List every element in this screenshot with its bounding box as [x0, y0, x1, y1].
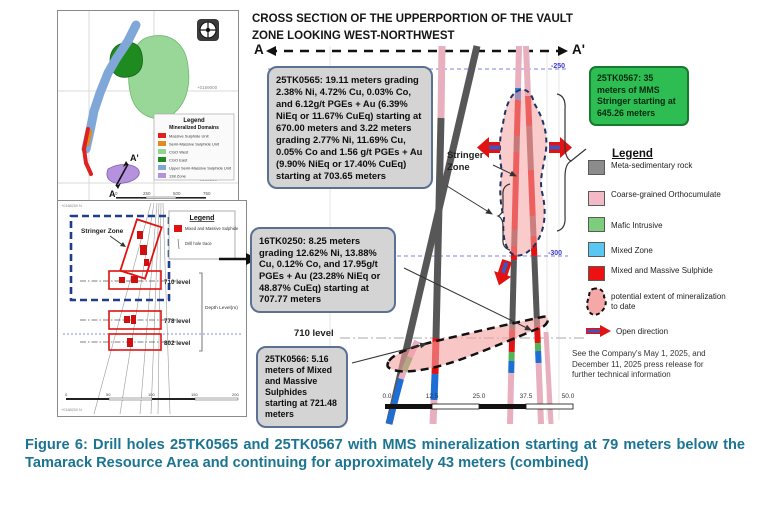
plan-mms-blob — [144, 259, 149, 266]
inset-legend-item-5: 138 Zone — [169, 173, 186, 179]
section-marker-a-prime: A' — [572, 42, 585, 57]
inset-marker-a-prime: A' — [130, 153, 139, 163]
plan-level-710-label: 710 level — [164, 279, 191, 286]
upper-smsu-body — [86, 25, 136, 149]
callout-25tk0566 — [256, 346, 348, 428]
legend-swatch-open-direction — [584, 324, 612, 338]
figure-title-line1: CROSS SECTION OF THE UPPERPORTION OF THE VAULT — [252, 13, 573, 25]
mineralization-extent-vertical — [500, 90, 547, 256]
plan-legend-title: Legend — [189, 215, 215, 222]
inset-tick-2: 500 — [173, 191, 181, 196]
plan-coord-bottom: +0168200 N — [61, 408, 82, 412]
legend-label-mafic: Mafic Intrusive — [611, 221, 663, 230]
inset-tick-1: 250 — [143, 191, 151, 196]
legend-swatch-metasedimentary — [588, 160, 605, 175]
legend-label-potential-extent: potential extent of mineralization to date — [611, 292, 726, 311]
inset-marker-a: A — [109, 189, 116, 199]
inset-scalebar — [115, 191, 211, 199]
plan-mms-blob — [140, 245, 147, 255]
callout-16tk0250-text: 16TK0250: 8.25 meters grading 12.62% Ni, 13.88% Cu, 0.12% Co, and 17.95g/t PGEs + Au (23.28% NiEq or 48.87% CuEq) starting at 707.77 meters — [259, 235, 381, 305]
section-scalebar — [385, 404, 573, 409]
plan-legend-item-0: Mixed and Massive Sulphide — [185, 226, 239, 231]
scale-tick-0: 0.0 — [382, 393, 392, 400]
level-710-label: 710 level — [294, 328, 334, 339]
plan-level-802-label: 802 level — [164, 340, 191, 347]
inset-legend-item-2: CGO West — [169, 149, 189, 155]
inset-legend-title: Legend — [183, 118, 205, 124]
plan-tick-1: 50 — [106, 392, 111, 397]
open-direction-arrow-right — [549, 137, 572, 158]
inset-legend-subtitle: Mineralized Domains — [169, 125, 219, 131]
figure-caption: Figure 6: Drill holes 25TK0565 and 25TK0567 with MMS mineralization starting at 79 meters below the Tamarack Resource Area and continuing for approximately 43 meters (combined) — [25, 437, 745, 472]
compass-icon — [197, 19, 219, 41]
inset-legend-item-4: Upper Semi-Massive Sulphide Unit — [169, 165, 232, 171]
callout-25tk0566-text: 25TK0566: 5.16 meters of Mixed and Massive Sulphides starting at 721.48 meters — [265, 354, 337, 420]
legend-swatch-mafic — [588, 217, 605, 232]
plan-level-778 — [80, 311, 191, 329]
legend-label-open-direction: Open direction — [616, 327, 669, 336]
callout-25tk0567-text: 25TK0567: 35 meters of MMS Stringer starting at 645.26 meters — [597, 73, 676, 118]
plan-level-802 — [80, 334, 191, 350]
plan-stringer-arrow — [110, 236, 126, 247]
legend-swatch-mms — [588, 266, 605, 281]
inset-tick-3: 750 — [203, 191, 211, 196]
callout-25tk0565 — [267, 66, 433, 189]
plan-level-778-label: 778 level — [164, 318, 191, 325]
plan-stringer-label: Stringer Zone — [81, 228, 124, 235]
inset-legend-item-1: Semi-Massive Sulphide Unit — [169, 141, 220, 147]
footnote: See the Company's May 1, 2025, and December 11, 2025 press release for further technical information — [572, 349, 706, 380]
section-line — [266, 46, 568, 56]
figure-title-line2: ZONE LOOKING WEST-NORTHWEST — [252, 29, 455, 42]
plan-tick-2: 100 — [148, 392, 155, 397]
legend-label-mixed-zone: Mixed Zone — [611, 246, 653, 255]
scale-tick-2: 25.0 — [472, 393, 486, 400]
legend-swatch-orthocumulate — [588, 191, 605, 206]
inset-tick-0: 0 — [115, 191, 118, 196]
plan-coord-top: +0168250 N — [61, 204, 82, 208]
plan-mms-blob — [137, 231, 143, 239]
plan-legend-item-1: Drill hole trace — [185, 241, 212, 246]
inset-3d-graphic — [58, 11, 238, 201]
stringer-zone-label: Stringer Zone — [447, 150, 484, 173]
inset-coord-top: +0169000 — [197, 85, 218, 90]
plan-depth-bracket — [199, 273, 202, 351]
plan-scalebar — [65, 392, 239, 400]
scale-tick-1: 12.5 — [425, 393, 439, 400]
legend-swatch-potential-extent — [585, 287, 609, 317]
plan-tick-4: 200 — [232, 392, 239, 397]
inset-legend-item-0: Massive Sulphide Unit — [169, 133, 209, 139]
inset-legend-item-3: CGO East — [169, 157, 188, 163]
plan-depth-label: Depth Level(m) — [205, 306, 238, 311]
legend-label-mms: Mixed and Massive Sulphide — [611, 266, 713, 275]
inset-3d-panel — [57, 10, 239, 202]
legend-label-orthocumulate: Coarse-grained Orthocumulate — [611, 190, 721, 199]
scale-tick-3: 37.5 — [519, 393, 533, 400]
legend-label-metasedimentary: Meta-sedimentary rock — [611, 161, 693, 170]
plan-level-710 — [80, 271, 191, 289]
legend-title: Legend — [612, 148, 653, 160]
plan-tick-3: 150 — [191, 392, 198, 397]
callout-16tk0250 — [250, 227, 396, 313]
elevation-250: -250 — [551, 63, 566, 70]
legend-swatch-mixed-zone — [588, 242, 605, 257]
scale-tick-4: 50.0 — [561, 393, 575, 400]
elevation-300: -300 — [548, 250, 563, 257]
callout-25tk0565-text: 25TK0565: 19.11 meters grading 2.38% Ni, 4.72% Cu, 0.03% Co, and 6.12g/t PGEs + Au (6.39% NiEq or 11.67% CuEq) starting at 670.00 meters and 3.22 meters grading 2.77% Ni, 11.69% Cu, 0.05% Co and 1.56 g/t PGEs + Au (9.90% NiEq or 17.40% CuEq) starting at 703.65 meters — [276, 74, 423, 181]
plan-tick-0: 0 — [65, 392, 68, 397]
callout-25tk0567 — [589, 66, 689, 126]
section-marker-a: A — [254, 42, 264, 57]
